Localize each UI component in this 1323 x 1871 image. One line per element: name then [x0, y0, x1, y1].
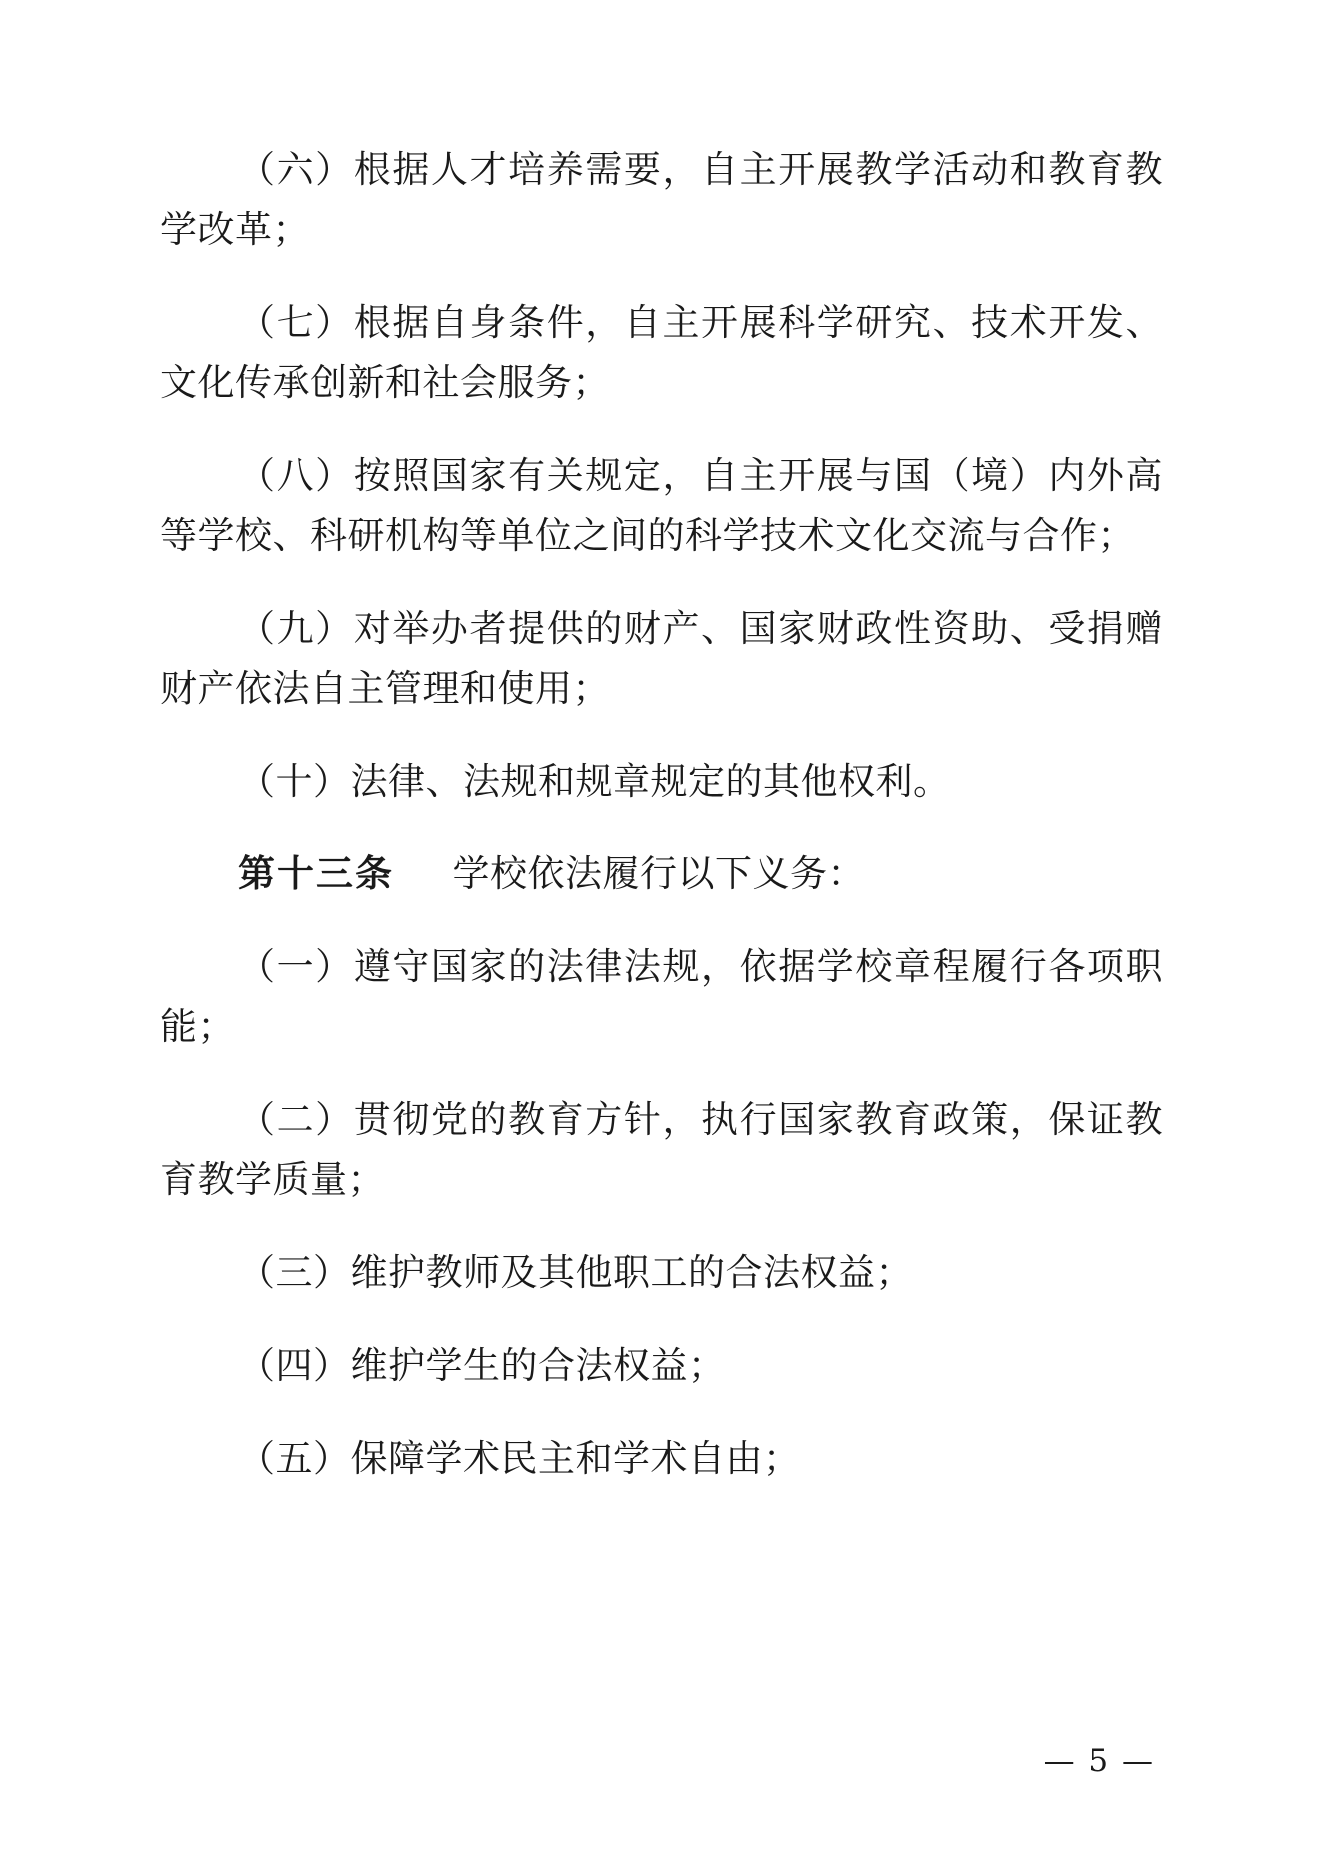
paragraph-obligation-five: （五）保障学术民主和学术自由； [238, 1437, 801, 1480]
paragraph-obligation-four: （四）维护学生的合法权益； [238, 1344, 726, 1388]
paragraph-obligation-one: （一）遵守国家的法律法规，依据学校章程履行各项职能； [160, 945, 1163, 1049]
paragraph-obligation-three: （三）维护教师及其他职工的合法权益； [238, 1251, 913, 1295]
paragraph-obligation-two: （二）贯彻党的教育方针，执行国家教育政策，保证教育教学质量； [160, 1098, 1163, 1202]
document-body [160, 140, 1163, 1489]
paragraph-item-ten: （十）法律、法规和规章规定的其他权利。 [238, 759, 951, 803]
paragraph-item-nine: （九）对举办者提供的财产、国家财政性资助、受捐赠财产依法自主管理和使用； [160, 606, 1163, 710]
paragraph-item-six: （六）根据人才培养需要，自主开展教学活动和教育教学改革； [160, 148, 1163, 251]
paragraph-item-eight: （八）按照国家有关规定，自主开展与国（境）内外高等学校、科研机构等单位之间的科学技术文化交流与合作； [160, 453, 1163, 557]
article-heading-13 [160, 844, 1163, 904]
article-number: 第十三条 [238, 851, 394, 896]
page-number: — 5 — [1043, 1743, 1155, 1779]
article-text: 学校依法履行以下义务： [452, 852, 866, 896]
paragraph-item-seven: （七）根据自身条件，自主开展科学研究、技术开发、文化传承创新和社会服务； [160, 300, 1163, 404]
